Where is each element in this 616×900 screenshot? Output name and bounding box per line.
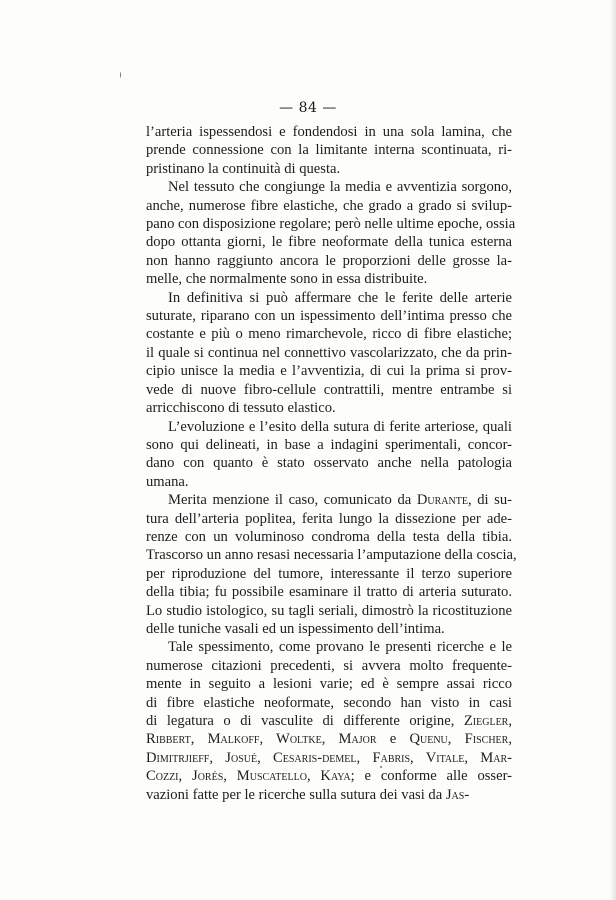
text-line: di fibre elastiche neoformate, secondo han visto in casi [146, 694, 512, 711]
text-line: renze con un voluminoso condroma della testa della tibia. [146, 528, 512, 545]
text-line: prende connessione con la limitante interna scontinuata, ri- [146, 142, 512, 159]
page-number: — 84 — [279, 100, 337, 116]
text-line: Lo studio istologico, su tagli seriali, dimostrò la ricostituzione [146, 602, 512, 619]
text-line: tura dell’arteria poplitea, ferita lungo la dissezione per ade- [146, 510, 512, 527]
paragraph [146, 491, 517, 638]
text-line: L’evoluzione e l’esito della sutura di ferite arteriose, quali [168, 418, 512, 435]
text-line: Dimitrjieff, Josué, Cesaris-demel, Fabris, Vitale, Mar- [146, 749, 513, 766]
text-line: dano con quanto è stato osservato anche nella patologia [146, 455, 512, 472]
text-line: vazioni fatte per le ricerche sulla sutura dei vasi da Jas- [146, 786, 470, 803]
text-line: cipio unisce la media e l’avventizia, di cui la prima si prov- [146, 363, 512, 380]
text-line: pristinano la continuità di questa. [146, 160, 341, 177]
text-line: sono qui delineati, in base a indagini sperimentali, concor- [146, 436, 512, 453]
text-line: umana. [146, 473, 189, 490]
scan-speck [120, 72, 121, 78]
text-line: suturate, riparano con un ispessimento dell’intima presso che [146, 308, 512, 325]
text-line: vede di nuove fibro-cellule contrattili, mentre entrambe si [146, 381, 512, 398]
text-line: pano con disposizione regolare; però nelle ultime epoche, ossia [146, 216, 516, 233]
text-line: il quale si continua nel connettivo vascolarizzato, che da prin- [146, 344, 512, 361]
paragraph [146, 178, 516, 288]
text-line: mente in seguito a lesioni varie; ed è sempre assai ricco [146, 676, 512, 693]
text-line: dopo ottanta giorni, le fibre neoformate della tunica esterna [146, 234, 512, 251]
text-line: Trascorso un anno resasi necessaria l’amputazione della coscia, [146, 547, 517, 564]
body-text [146, 123, 517, 804]
paragraph [146, 123, 512, 178]
text-line: Cozzi, Jorés, Muscatello, Kaya; e conforme alle osser- [146, 768, 513, 785]
text-line: non hanno raggiunto ancora le proporzioni delle grosse la- [146, 252, 512, 269]
text-line: della tibia; fu possibile esaminare il tratto di arteria suturato. [146, 584, 512, 601]
paragraph [146, 289, 512, 418]
text-line: l’arteria ispessendosi e fondendosi in una sola lamina, che [146, 124, 512, 140]
text-line: Tale spessimento, come provano le presenti ricerche e le [168, 639, 512, 656]
paragraph [146, 638, 512, 804]
text-line: arricchiscono di tessuto elastico. [146, 400, 336, 417]
text-line: In definitiva si può affermare che le ferite delle arterie [168, 289, 512, 306]
text-line: delle tuniche vasali ed un ispessimento dell’intima. [146, 620, 445, 637]
text-line: per riproduzione del tumore, interessante il terzo superiore [146, 565, 512, 582]
text-line: melle, che normalmente sono in essa distribuite. [146, 271, 428, 288]
page-edge-shadow [610, 0, 616, 900]
paragraph [146, 418, 512, 492]
text-line: di legatura o di vasculite di differente origine, Ziegler, [146, 713, 512, 729]
text-line: Ribbert, Malkoff, Woltke, Major e Quenu, Fischer, [146, 731, 512, 748]
text-line: Nel tessuto che congiunge la media e avventizia sorgono, [168, 179, 512, 196]
text-line: Merita menzione il caso, comunicato da Durante, di su- [168, 492, 512, 509]
text-line: anche, numerose fibre elastiche, che grado a grado si svilup- [146, 197, 512, 214]
text-line: numerose citazioni precedenti, si avvera molto frequente- [146, 657, 512, 674]
text-line: costante e più o meno rimarchevole, ricco di fibre elastiche; [146, 326, 512, 343]
